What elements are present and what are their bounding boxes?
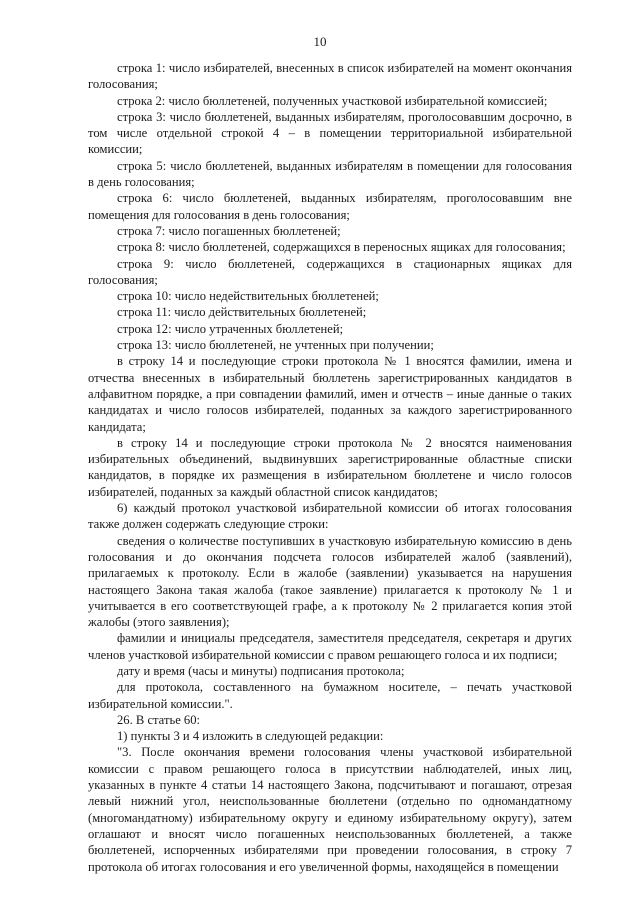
document-body — [88, 60, 572, 875]
paragraph: в строку 14 и последующие строки протокола № 1 вносятся фамилии, имена и отчества внесенных в избирательный бюллетень зарегистрированных кандидатов в алфавитном порядке, а при совпадении фамилий, имен и отчеств – иные данные о таких кандидатах и число голосов избирателей, поданных за каждого зарегистрированного кандидата; — [88, 354, 572, 434]
paragraph: строка 9: число бюллетеней, содержащихся в стационарных ящиках для голосования; — [88, 256, 572, 287]
paragraph: "3. После окончания времени голосования члены участковой избирательной комиссии с правом решающего голоса в присутствии наблюдателей, иных лиц, указанных в пункте 4 статьи 14 настоящего Закона, подсчитывают и погашают, отрезая левый нижний угол, неиспользованные бюллетени (отдельно по одномандатному (многомандатному) избирательному округу и единому избирательному округу), затем оглашают и вносят число погашенных неиспользованных бюллетеней, а также бюллетеней, испорченных избирателями при проведении голосования, в строку 7 протокола об итогах голосования и его увеличенной формы, находящейся в помещении — [88, 745, 572, 874]
paragraph: строка 10: число недействительных бюллетеней; — [117, 289, 379, 304]
paragraph: строка 11: число действительных бюллетеней; — [117, 305, 367, 320]
paragraph: сведения о количестве поступивших в участковую избирательную комиссию в день голосования и до окончания подсчета голосов избирателей жалоб (заявлений), прилагаемых к протоколу. Если в жалобе (заявлении) указывается на нарушения настоящего Закона такая жалоба (такое заявление) прилагается к протоколу № 1 и учитывается в его соответствующей графе, а к протоколу № 2 прилагается копия этой жалобы (этого заявления); — [88, 533, 572, 630]
paragraph: строка 13: число бюллетеней, не учтенных при получении; — [117, 338, 434, 353]
page-number: 10 — [313, 34, 327, 49]
paragraph: строка 7: число погашенных бюллетеней; — [117, 223, 341, 238]
paragraph: дату и время (часы и минуты) подписания протокола; — [117, 663, 405, 678]
paragraph: строка 12: число утраченных бюллетеней; — [117, 321, 344, 336]
paragraph: строка 2: число бюллетеней, полученных участковой избирательной комиссией; — [117, 93, 548, 108]
paragraph: строка 1: число избирателей, внесенных в список избирателей на момент окончания голосования; — [88, 61, 572, 92]
paragraph: в строку 14 и последующие строки протокола № 2 вносятся наименования избирательных объединений, выдвинувших зарегистрированные областные списки кандидатов, в порядке их размещения в избирательном бюллетене и число голосов избирателей, поданных за каждый областной список кандидатов; — [88, 435, 572, 499]
paragraph: строка 8: число бюллетеней, содержащихся в переносных ящиках для голосования; — [117, 240, 566, 255]
paragraph: 26. В статье 60: — [117, 712, 201, 727]
paragraph: строка 3: число бюллетеней, выданных избирателям, проголосовавшим досрочно, в том числе отдельной строкой 4 – в помещении территориальной избирательной комиссии; — [88, 109, 572, 157]
paragraph: фамилии и инициалы председателя, заместителя председателя, секретаря и других членов участковой избирательной комиссии с правом решающего голоса и их подписи; — [88, 631, 572, 662]
paragraph: строка 6: число бюллетеней, выданных избирателям, проголосовавшим вне помещения для голосования в день голосования; — [88, 191, 572, 222]
paragraph: для протокола, составленного на бумажном носителе, – печать участковой избирательной комиссии.". — [88, 680, 572, 711]
paragraph: 6) каждый протокол участковой избирательной комиссии об итогах голосования также должен содержать следующие строки: — [88, 501, 572, 532]
paragraph: 1) пункты 3 и 4 изложить в следующей редакции: — [117, 729, 384, 744]
paragraph: строка 5: число бюллетеней, выданных избирателям в помещении для голосования в день голосования; — [88, 158, 572, 190]
